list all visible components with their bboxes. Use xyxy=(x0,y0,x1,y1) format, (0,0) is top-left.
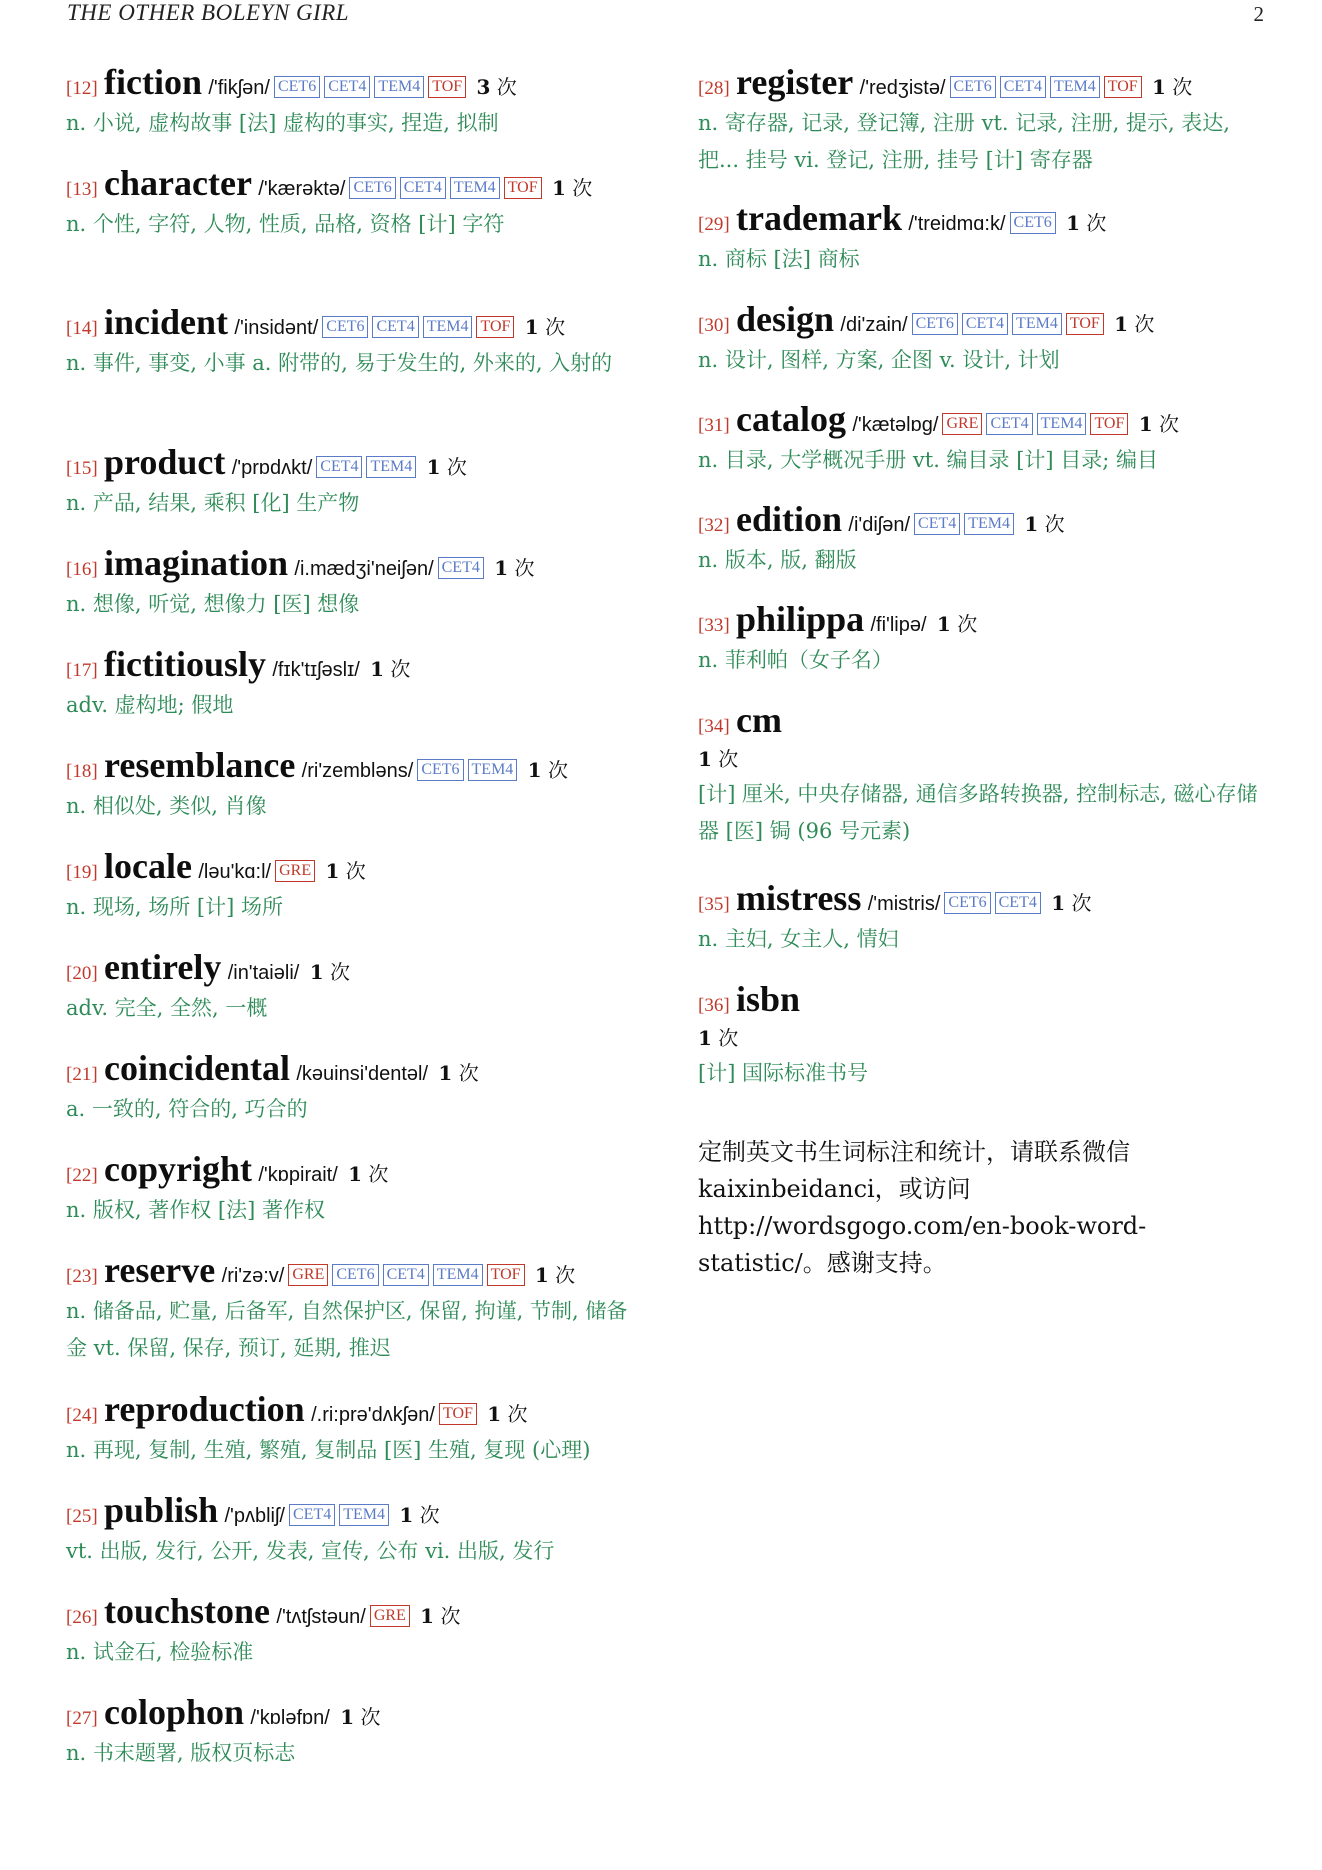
occurrence-count xyxy=(1020,512,1064,536)
exam-tag: CET6 xyxy=(349,177,395,199)
exam-tag: CET6 xyxy=(1010,212,1056,234)
word-entry xyxy=(66,1490,642,1570)
occurrence-count xyxy=(548,176,592,200)
entry-headline xyxy=(698,399,1273,442)
exam-tag: TEM4 xyxy=(468,759,518,781)
pronunciation: /ri'zə:v/ xyxy=(221,1265,285,1287)
count-unit: 次 xyxy=(368,1162,389,1186)
entry-index: [26] xyxy=(66,1607,98,1628)
entry-index: [34] xyxy=(698,716,730,737)
count-unit: 次 xyxy=(1071,891,1092,915)
definition: n. 小说, 虚构故事 [法] 虚构的事实, 捏造, 拟制 xyxy=(66,111,499,135)
exam-tag: TOF xyxy=(428,76,466,98)
pronunciation: /'pʌbliʃ/ xyxy=(224,1505,285,1527)
occurrence-count xyxy=(698,743,1273,776)
count-number: 1 xyxy=(1152,75,1166,99)
count-unit: 次 xyxy=(1086,211,1107,235)
entry-index: [18] xyxy=(66,761,98,782)
exam-tag: CET4 xyxy=(383,1264,429,1286)
pronunciation: /i'diʃən/ xyxy=(848,514,911,536)
headword: philippa xyxy=(736,599,865,639)
count-unit: 次 xyxy=(1159,412,1180,436)
promo-note: 定制英文书生词标注和统计，请联系微信 kaixinbeidanci，或访问 http://wordsgogo.com/en-book-word-statistic/。感谢支持。 xyxy=(698,1138,1147,1277)
definition: n. 主妇, 女主人, 情妇 xyxy=(698,927,899,951)
exam-tag: GRE xyxy=(275,860,315,882)
definition: n. 书末题署, 版权页标志 xyxy=(66,1741,296,1765)
definition: n. 现场, 场所 [计] 场所 xyxy=(66,895,283,919)
exam-tag: CET4 xyxy=(438,557,484,579)
book-title: THE OTHER BOLEYN GIRL xyxy=(67,0,350,25)
occurrence-count xyxy=(306,960,350,984)
headword: fictitiously xyxy=(104,644,266,684)
headword: publish xyxy=(104,1490,219,1530)
definition: n. 版权, 著作权 [法] 著作权 xyxy=(66,1198,325,1222)
exam-tag: CET4 xyxy=(372,316,418,338)
definition: n. 事件, 事变, 小事 a. 附带的, 易于发生的, 外来的, 入射的 xyxy=(66,351,613,375)
exam-tag: TOF xyxy=(1066,313,1104,335)
count-unit: 次 xyxy=(440,1604,461,1628)
definition: n. 试金石, 检验标准 xyxy=(66,1640,254,1664)
headword: locale xyxy=(104,846,192,886)
word-entry xyxy=(66,1048,642,1128)
word-entry xyxy=(698,499,1273,579)
definition: n. 个性, 字符, 人物, 性质, 品格, 资格 [计] 字符 xyxy=(66,212,505,236)
exam-tag: CET4 xyxy=(316,456,362,478)
exam-tag: CET4 xyxy=(914,513,960,535)
headword: trademark xyxy=(736,198,902,238)
word-entry xyxy=(698,878,1273,958)
exam-tag: GRE xyxy=(942,413,982,435)
definition: n. 寄存器, 记录, 登记簿, 注册 vt. 记录, 注册, 提示, 表达, 把... 挂号 vi. 登记, 注册, 挂号 [计] 寄存器 xyxy=(698,111,1230,172)
pronunciation: /'redʒistə/ xyxy=(859,77,946,99)
exam-tag: CET6 xyxy=(417,759,463,781)
count-unit: 次 xyxy=(1134,312,1155,336)
occurrence-count xyxy=(366,657,410,681)
word-entry xyxy=(66,442,642,522)
entry-headline xyxy=(66,1250,642,1293)
word-entry xyxy=(698,299,1273,379)
definition: [计] 厘米, 中央存储器, 通信多路转换器, 控制标志, 磁心存储器 [医] 锔 (96 号元素) xyxy=(698,782,1258,843)
count-number: 1 xyxy=(527,758,542,782)
occurrence-count xyxy=(336,1705,380,1729)
definition: vt. 出版, 发行, 公开, 发表, 宣传, 公布 vi. 出版, 发行 xyxy=(66,1539,555,1563)
headword: reproduction xyxy=(104,1389,305,1429)
definition: n. 再现, 复制, 生殖, 繁殖, 复制品 [医] 生殖, 复现 (心理) xyxy=(66,1438,591,1462)
exam-tag: CET4 xyxy=(289,1504,335,1526)
headword: fiction xyxy=(104,62,202,102)
headword: mistress xyxy=(736,878,862,918)
count-unit: 次 xyxy=(329,960,350,984)
exam-tag: CET6 xyxy=(912,313,958,335)
entry-headline xyxy=(66,745,642,788)
entry-headline xyxy=(698,198,1273,241)
entry-headline xyxy=(698,62,1273,105)
occurrence-count xyxy=(521,315,565,339)
occurrence-count xyxy=(698,1022,1273,1055)
count-unit: 次 xyxy=(496,75,517,99)
exam-tag: TOF xyxy=(504,177,542,199)
exam-tag: TOF xyxy=(439,1403,477,1425)
count-unit: 次 xyxy=(360,1705,381,1729)
entry-index: [28] xyxy=(698,78,730,99)
pronunciation: /'kɒpirait/ xyxy=(258,1164,338,1186)
count-unit: 次 xyxy=(1172,75,1193,99)
definition: adv. 完全, 全然, 一概 xyxy=(66,996,268,1020)
word-entry xyxy=(66,947,642,1027)
count-unit: 次 xyxy=(514,556,535,580)
word-entry xyxy=(66,1692,642,1772)
pronunciation: /di'zain/ xyxy=(840,314,908,336)
headword: resemblance xyxy=(104,745,296,785)
entry-headline xyxy=(66,442,642,485)
entry-index: [25] xyxy=(66,1506,98,1527)
headword: edition xyxy=(736,499,843,539)
headword: design xyxy=(736,299,835,339)
exam-tag: CET4 xyxy=(995,892,1041,914)
exam-tag: CET4 xyxy=(1000,76,1046,98)
count-number: 1 xyxy=(340,1705,355,1729)
count-unit: 次 xyxy=(957,612,978,636)
count-unit: 次 xyxy=(572,176,593,200)
headword: entirely xyxy=(104,947,222,987)
entry-index: [21] xyxy=(66,1064,98,1085)
count-number: 1 xyxy=(698,747,712,771)
entry-headline xyxy=(66,1389,642,1432)
entry-headline xyxy=(698,979,1273,1022)
occurrence-count xyxy=(1148,75,1192,99)
entry-index: [19] xyxy=(66,862,98,883)
entry-headline xyxy=(66,1490,642,1533)
definition: n. 产品, 结果, 乘积 [化] 生产物 xyxy=(66,491,360,515)
count-number: 1 xyxy=(420,1604,435,1628)
count-number: 1 xyxy=(1138,412,1153,436)
count-number: 1 xyxy=(1024,512,1039,536)
entry-index: [29] xyxy=(698,214,730,235)
entry-headline xyxy=(66,62,642,105)
exam-tag: CET4 xyxy=(400,177,446,199)
count-number: 1 xyxy=(487,1402,502,1426)
pronunciation: /'fikʃən/ xyxy=(208,77,270,99)
entry-headline xyxy=(66,1591,642,1634)
definition: n. 版本, 版, 翻版 xyxy=(698,548,857,572)
word-entry xyxy=(66,302,642,382)
entry-headline xyxy=(66,1149,642,1192)
word-entry xyxy=(698,198,1273,278)
entry-index: [16] xyxy=(66,559,98,580)
pronunciation: /'mistris/ xyxy=(867,893,941,915)
count-unit: 次 xyxy=(718,1026,739,1050)
count-unit: 次 xyxy=(718,747,739,771)
entry-index: [32] xyxy=(698,515,730,536)
count-number: 1 xyxy=(399,1503,414,1527)
count-unit: 次 xyxy=(458,1061,479,1085)
word-entry xyxy=(66,62,642,142)
word-entry xyxy=(698,599,1273,679)
exam-tag: CET4 xyxy=(962,313,1008,335)
word-entry xyxy=(66,543,642,623)
entry-index: [20] xyxy=(66,963,98,984)
entry-index: [31] xyxy=(698,415,730,436)
pronunciation: /in'taiəli/ xyxy=(227,962,300,984)
occurrence-count xyxy=(483,1402,527,1426)
pronunciation: /'kɒləfɒn/ xyxy=(250,1707,330,1729)
definition: n. 菲利帕（女子名） xyxy=(698,648,893,672)
occurrence-count xyxy=(1047,891,1091,915)
pronunciation: /'insidənt/ xyxy=(234,317,319,339)
exam-tag: TOF xyxy=(487,1264,525,1286)
count-unit: 次 xyxy=(390,657,411,681)
entry-headline xyxy=(66,1692,642,1735)
count-number: 1 xyxy=(936,612,951,636)
entry-index: [27] xyxy=(66,1708,98,1729)
occurrence-count xyxy=(434,1061,478,1085)
entry-index: [17] xyxy=(66,660,98,681)
occurrence-count xyxy=(473,75,517,99)
count-number: 1 xyxy=(551,176,566,200)
definition: n. 储备品, 贮量, 后备军, 自然保护区, 保留, 拘谨, 节制, 储备金 vt. 保留, 保存, 预订, 延期, 推迟 xyxy=(66,1299,628,1360)
pronunciation: /fi'lipə/ xyxy=(870,614,927,636)
pronunciation: /'kætəlɒg/ xyxy=(852,414,939,436)
occurrence-count xyxy=(344,1162,388,1186)
occurrence-count xyxy=(933,612,977,636)
headword: catalog xyxy=(736,399,846,439)
exam-tag: TEM4 xyxy=(450,177,500,199)
exam-tag: CET4 xyxy=(324,76,370,98)
count-number: 1 xyxy=(524,315,539,339)
definition: adv. 虚构地; 假地 xyxy=(66,693,234,717)
headword: imagination xyxy=(104,543,289,583)
count-unit: 次 xyxy=(507,1402,528,1426)
entry-index: [23] xyxy=(66,1266,98,1287)
word-entry xyxy=(698,700,1273,850)
entry-headline xyxy=(66,644,642,687)
entry-index: [24] xyxy=(66,1405,98,1426)
count-number: 1 xyxy=(534,1263,549,1287)
headword: incident xyxy=(104,302,229,342)
count-number: 1 xyxy=(325,859,340,883)
occurrence-count xyxy=(1135,412,1179,436)
definition: n. 目录, 大学概况手册 vt. 编目录 [计] 目录; 编目 xyxy=(698,448,1159,472)
exam-tag: TEM4 xyxy=(1037,413,1087,435)
headword: isbn xyxy=(736,979,801,1019)
pronunciation: /fɪk'tɪʃəslɪ/ xyxy=(272,659,360,681)
occurrence-count xyxy=(490,556,534,580)
word-entry xyxy=(698,399,1273,479)
count-number: 1 xyxy=(1051,891,1066,915)
entry-index: [12] xyxy=(66,78,98,99)
entry-headline xyxy=(66,543,642,586)
count-unit: 次 xyxy=(1044,512,1065,536)
exam-tag: TEM4 xyxy=(1050,76,1100,98)
occurrence-count xyxy=(416,1604,460,1628)
definition: a. 一致的, 符合的, 巧合的 xyxy=(66,1097,308,1121)
count-number: 1 xyxy=(1114,312,1129,336)
count-number: 1 xyxy=(438,1061,453,1085)
word-entry xyxy=(66,1149,642,1229)
exam-tag: TEM4 xyxy=(1012,313,1062,335)
exam-tag: TEM4 xyxy=(964,513,1014,535)
entry-headline xyxy=(698,700,1273,743)
entry-headline xyxy=(66,947,642,990)
occurrence-count xyxy=(531,1263,575,1287)
exam-tag: TEM4 xyxy=(339,1504,389,1526)
definition: n. 想像, 听觉, 想像力 [医] 想像 xyxy=(66,592,360,616)
pronunciation: /ləu'kɑ:l/ xyxy=(198,861,272,883)
entry-headline xyxy=(66,163,642,206)
word-entry xyxy=(66,745,642,825)
pronunciation: /'kærəktə/ xyxy=(258,178,346,200)
exam-tag: CET6 xyxy=(950,76,996,98)
word-entry xyxy=(698,979,1273,1092)
headword: coincidental xyxy=(104,1048,291,1088)
headword: touchstone xyxy=(104,1591,271,1631)
headword: character xyxy=(104,163,252,203)
entry-index: [14] xyxy=(66,318,98,339)
word-entry xyxy=(698,62,1273,179)
exam-tag: GRE xyxy=(370,1605,410,1627)
word-entry xyxy=(66,163,642,243)
word-entry xyxy=(66,1591,642,1671)
pronunciation: /i.mædʒi'neiʃən/ xyxy=(294,558,434,580)
definition: n. 商标 [法] 商标 xyxy=(698,247,860,271)
exam-tag: CET6 xyxy=(332,1264,378,1286)
count-number: 1 xyxy=(698,1026,712,1050)
occurrence-count xyxy=(1062,211,1106,235)
entry-headline xyxy=(66,302,642,345)
entry-index: [22] xyxy=(66,1165,98,1186)
count-unit: 次 xyxy=(446,455,467,479)
headword: colophon xyxy=(104,1692,245,1732)
occurrence-count xyxy=(524,758,568,782)
headword: copyright xyxy=(104,1149,253,1189)
exam-tag: TEM4 xyxy=(423,316,473,338)
definition: [计] 国际标准书号 xyxy=(698,1061,869,1085)
entry-headline xyxy=(698,499,1273,542)
count-unit: 次 xyxy=(547,758,568,782)
entry-headline xyxy=(698,299,1273,342)
headword: register xyxy=(736,62,854,102)
definition: n. 相似处, 类似, 肖像 xyxy=(66,794,267,818)
exam-tag: TEM4 xyxy=(366,456,416,478)
word-entry xyxy=(66,644,642,724)
entry-headline xyxy=(698,599,1273,642)
count-number: 3 xyxy=(476,75,491,99)
entry-headline xyxy=(66,1048,642,1091)
exam-tag: GRE xyxy=(288,1264,328,1286)
exam-tag: CET6 xyxy=(322,316,368,338)
count-unit: 次 xyxy=(419,1503,440,1527)
count-unit: 次 xyxy=(345,859,366,883)
count-number: 1 xyxy=(426,455,441,479)
count-number: 1 xyxy=(370,657,385,681)
definition: n. 设计, 图样, 方案, 企图 v. 设计, 计划 xyxy=(698,348,1060,372)
word-entry xyxy=(66,1389,642,1469)
occurrence-count xyxy=(321,859,365,883)
headword: reserve xyxy=(104,1250,216,1290)
pronunciation: /kəuinsi'dentəl/ xyxy=(296,1063,429,1085)
pronunciation: /ri'zembləns/ xyxy=(301,760,414,782)
headword: cm xyxy=(736,700,782,740)
entry-index: [36] xyxy=(698,995,730,1016)
pronunciation: /'tʌtʃstəun/ xyxy=(276,1606,366,1628)
pronunciation: /.ri:prə'dʌkʃən/ xyxy=(311,1404,435,1426)
entry-index: [13] xyxy=(66,179,98,200)
page-number: 2 xyxy=(1253,2,1264,26)
count-number: 1 xyxy=(1066,211,1081,235)
entry-index: [33] xyxy=(698,615,730,636)
exam-tag: CET6 xyxy=(944,892,990,914)
exam-tag: TOF xyxy=(1090,413,1128,435)
entry-index: [35] xyxy=(698,894,730,915)
headword: product xyxy=(104,442,226,482)
count-unit: 次 xyxy=(555,1263,576,1287)
exam-tag: CET6 xyxy=(274,76,320,98)
occurrence-count xyxy=(395,1503,439,1527)
occurrence-count xyxy=(423,455,467,479)
exam-tag: TOF xyxy=(476,316,514,338)
entry-headline xyxy=(698,878,1273,921)
count-number: 1 xyxy=(348,1162,363,1186)
count-number: 1 xyxy=(309,960,324,984)
entry-index: [30] xyxy=(698,315,730,336)
exam-tag: TEM4 xyxy=(374,76,424,98)
count-number: 1 xyxy=(494,556,509,580)
exam-tag: TEM4 xyxy=(433,1264,483,1286)
exam-tag: CET4 xyxy=(986,413,1032,435)
word-entry xyxy=(66,846,642,926)
count-unit: 次 xyxy=(545,315,566,339)
entry-headline xyxy=(66,846,642,889)
word-entry xyxy=(66,1250,642,1367)
pronunciation: /'prɒdʌkt/ xyxy=(231,457,313,479)
exam-tag: TOF xyxy=(1104,76,1142,98)
pronunciation: /'treidmɑ:k/ xyxy=(908,213,1006,235)
entry-index: [15] xyxy=(66,458,98,479)
occurrence-count xyxy=(1110,312,1154,336)
